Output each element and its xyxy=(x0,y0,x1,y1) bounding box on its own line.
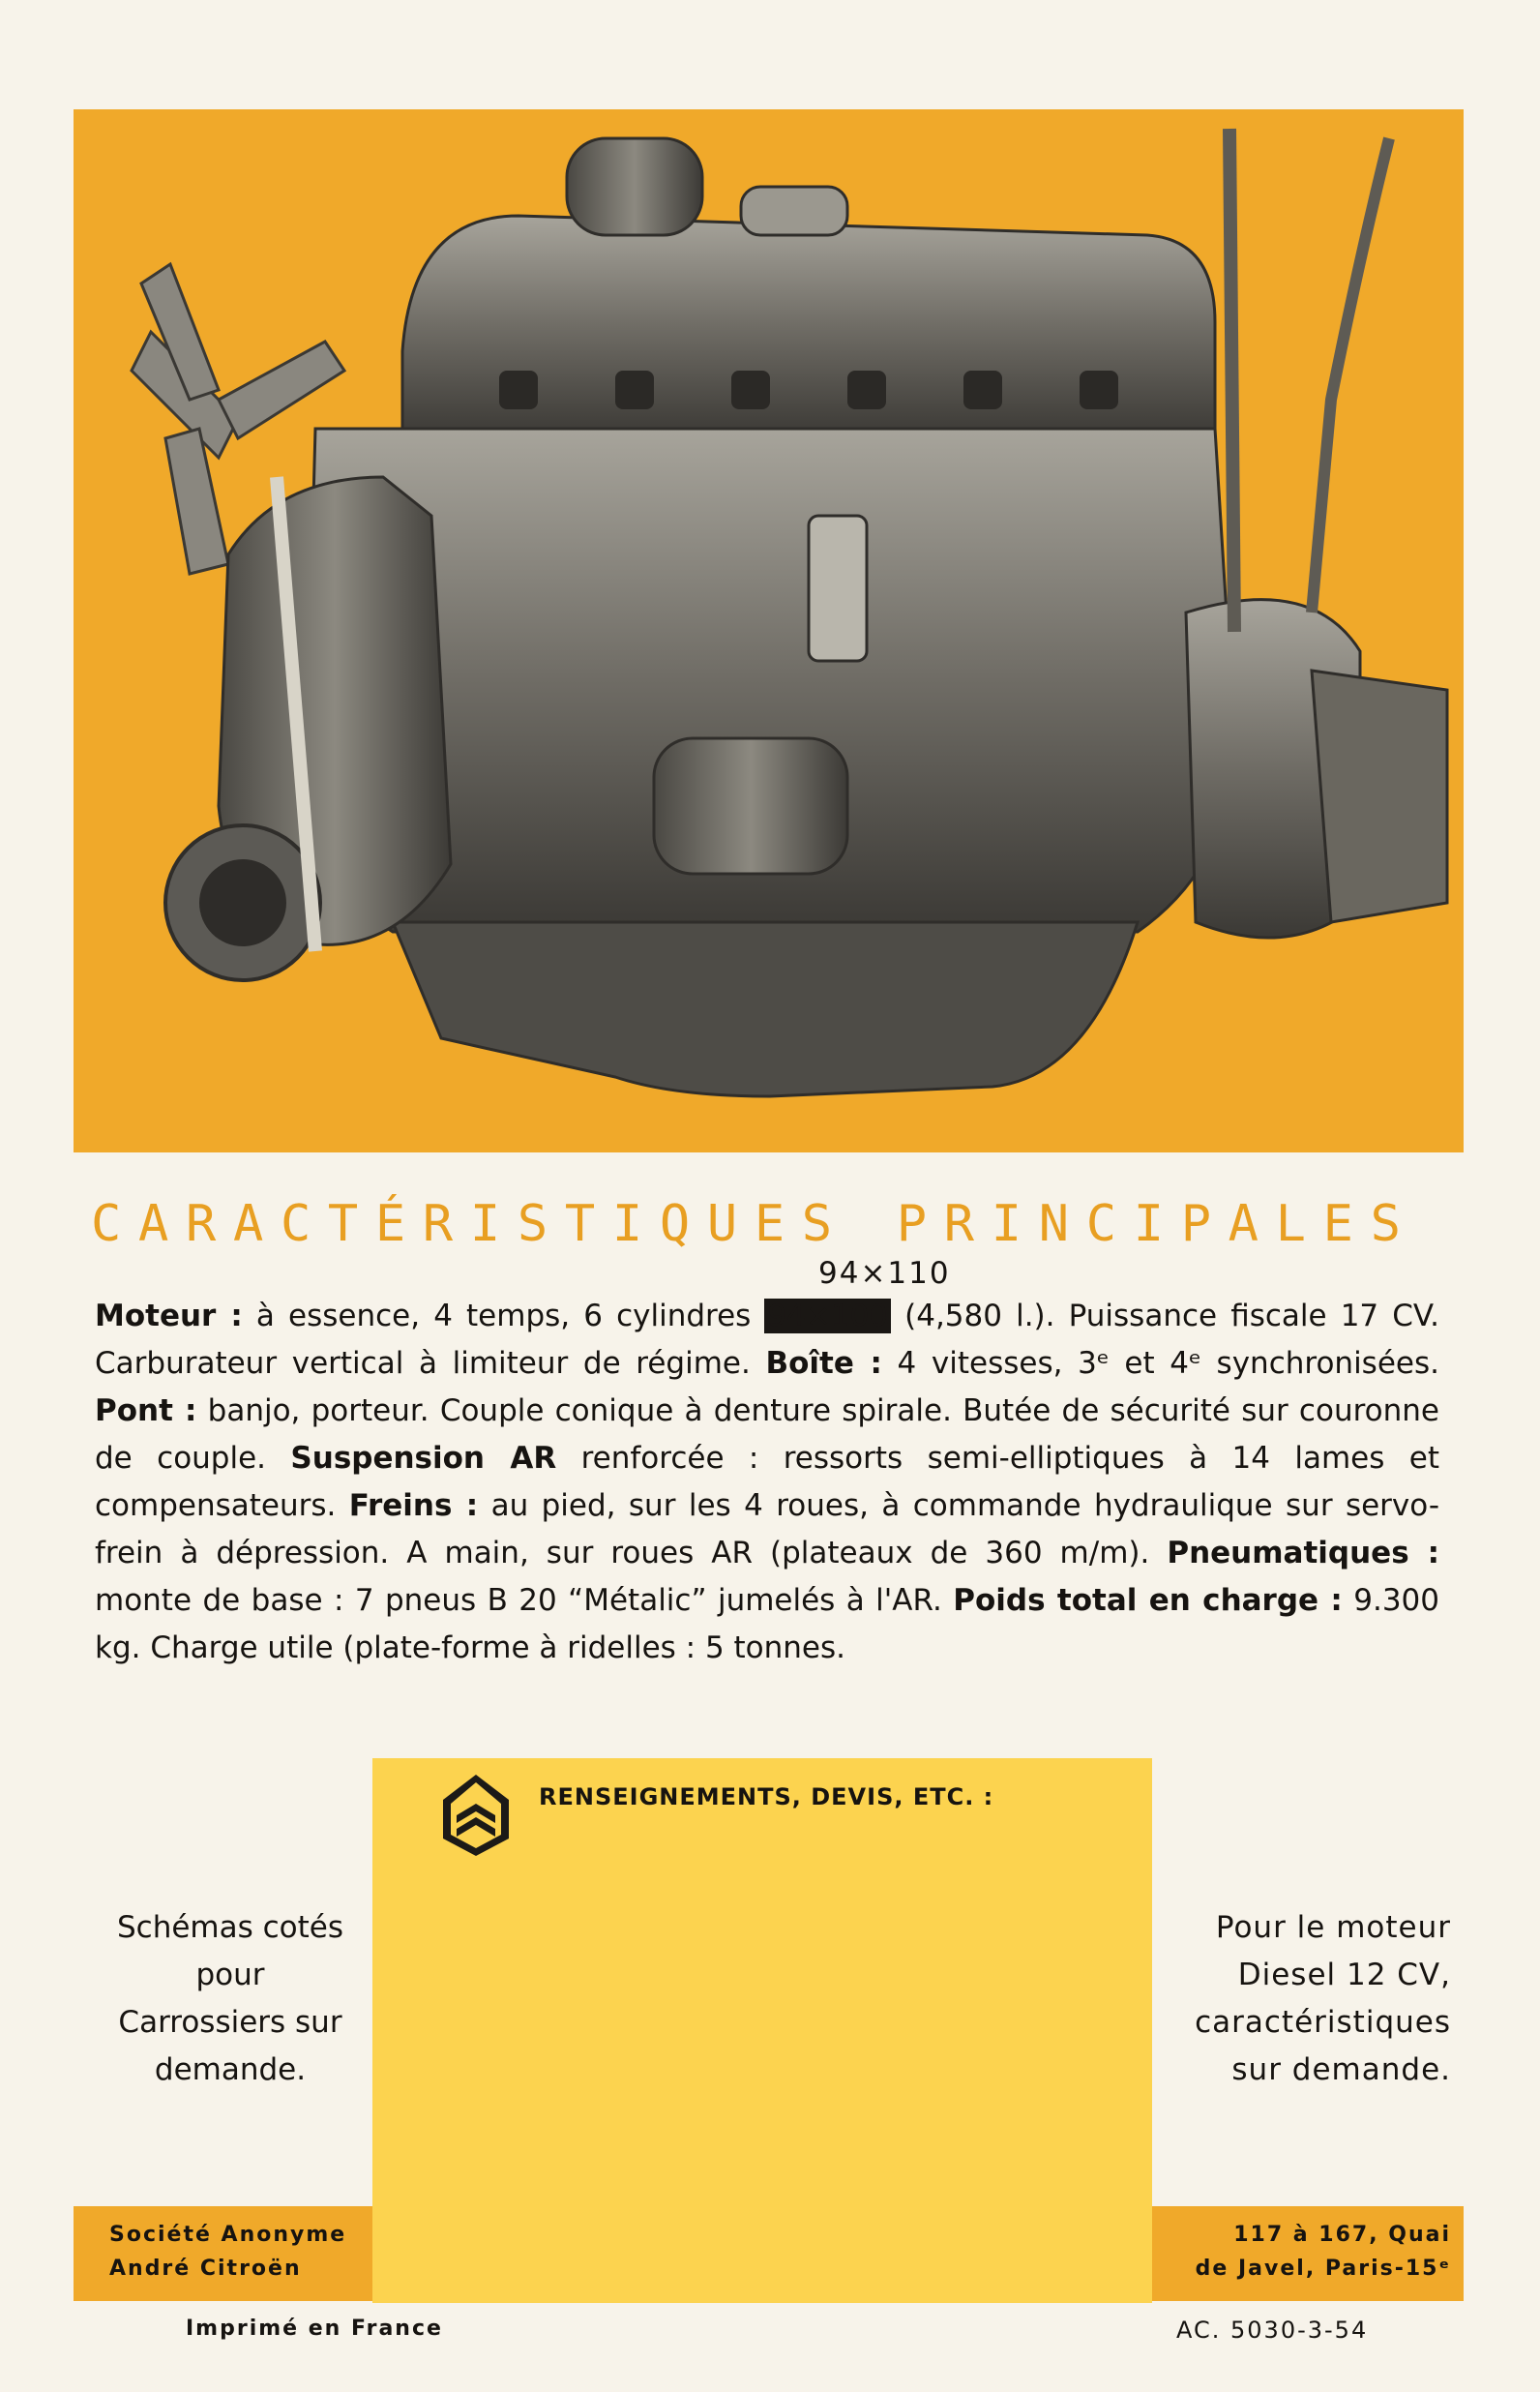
right-note-line: caractéristiques xyxy=(1195,2005,1451,2040)
section-heading: CARACTÉRISTIQUES PRINCIPALES xyxy=(91,1195,1418,1253)
company-address xyxy=(1141,2218,1451,2286)
moteur-label: Moteur : xyxy=(95,1299,243,1333)
info-box-label: RENSEIGNEMENTS, DEVIS, ETC. : xyxy=(539,1783,994,1810)
moteur-text-2: (4,580 l.). Puissance fiscale 17 CV. Carburateur vertical à limiteur de régime. xyxy=(95,1299,1439,1381)
citroen-double-chevron-icon xyxy=(439,1771,513,1860)
poids-text: 9.300 kg. Charge utile (plate-forme à ridelles : 5 tonnes. xyxy=(95,1583,1440,1665)
right-note-line: Diesel 12 CV, xyxy=(1237,1958,1451,1992)
left-note xyxy=(95,1904,366,2094)
pont-label: Pont : xyxy=(95,1393,197,1428)
left-note-line: Schémas cotés xyxy=(116,1910,344,1945)
struck-value: 94×100 xyxy=(764,1299,891,1333)
company-name xyxy=(109,2218,346,2286)
boite-label: Boîte : xyxy=(765,1346,882,1381)
address-line: 117 à 167, Quai xyxy=(1233,2223,1451,2247)
poids-label: Poids total en charge : xyxy=(953,1583,1343,1618)
freins-label: Freins : xyxy=(348,1488,479,1523)
pneumatiques-text: monte de base : 7 pneus B 20 “Métalic” jumelés à l'AR. xyxy=(95,1583,954,1618)
address-line: de Javel, Paris-15ᵉ xyxy=(1195,2257,1451,2281)
company-line: Société Anonyme xyxy=(109,2223,347,2247)
pneumatiques-label: Pneumatiques : xyxy=(1167,1536,1439,1570)
left-note-line: demande. xyxy=(154,2052,307,2087)
company-line: André Citroën xyxy=(109,2257,302,2281)
left-note-line: pour xyxy=(195,1958,265,1992)
specifications-paragraph xyxy=(95,1293,1439,1672)
suspension-label: Suspension AR xyxy=(290,1441,557,1476)
handwritten-correction: 94×110 xyxy=(818,1256,951,1291)
right-note-line: Pour le moteur xyxy=(1215,1910,1451,1945)
right-note-line: sur demande. xyxy=(1231,2052,1451,2087)
freins-text: au pied, sur les 4 roues, à commande hydraulique sur servo-frein à dépression. A main, sur roues AR (plateaux de 360 m/m). xyxy=(95,1488,1440,1570)
right-note xyxy=(1161,1904,1451,2094)
suspension-text: renforcée : ressorts semi-elliptiques à 14 lames et compensateurs. xyxy=(95,1441,1439,1523)
boite-text: 4 vitesses, 3ᵉ et 4ᵉ synchronisées. xyxy=(881,1346,1439,1381)
left-note-line: Carrossiers sur xyxy=(118,2005,342,2040)
imprint-note: Imprimé en France xyxy=(186,2317,443,2341)
engine-photo-panel xyxy=(74,109,1464,1152)
moteur-text-1: à essence, 4 temps, 6 cylindres xyxy=(242,1299,765,1333)
pont-text: banjo, porteur. Couple conique à denture spirale. Butée de sécurité sur couronne de couple. xyxy=(95,1393,1439,1476)
reference-code: AC. 5030-3-54 xyxy=(1176,2317,1369,2344)
engine-illustration xyxy=(74,109,1464,1152)
